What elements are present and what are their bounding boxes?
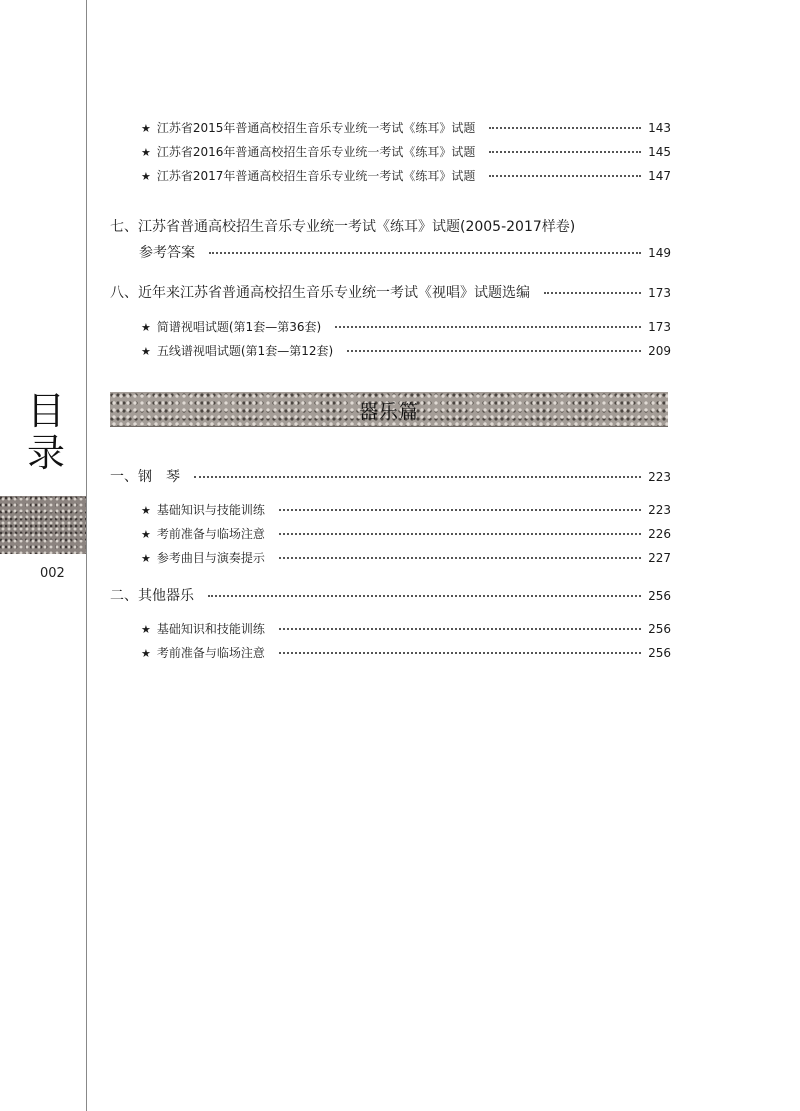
star-icon: ★ <box>141 504 151 517</box>
toc-entry[interactable] <box>141 620 671 637</box>
entry-title: 基础知识和技能训练 <box>156 622 265 636</box>
leader-dots <box>489 174 641 177</box>
leader-dots <box>279 532 641 535</box>
leader-dots <box>489 126 641 129</box>
entry-page: 223 <box>648 470 671 484</box>
toc-entry[interactable] <box>141 167 671 184</box>
leader-dots <box>279 556 641 559</box>
star-icon: ★ <box>141 623 151 636</box>
page-number: 002 <box>40 566 65 581</box>
section-banner-label: 器乐篇 <box>358 401 419 423</box>
toc-entry[interactable] <box>110 282 671 302</box>
entry-page: 145 <box>648 145 671 159</box>
toc-entry[interactable] <box>141 143 671 160</box>
toc-entry[interactable] <box>141 119 671 136</box>
other-instruments-title: 二、其他器乐 <box>110 588 194 604</box>
leader-dots <box>347 349 641 352</box>
entry-page: 227 <box>648 551 671 565</box>
entry-title: 简谱视唱试题(第1套—第36套) <box>156 320 322 334</box>
star-icon: ★ <box>141 647 151 660</box>
side-title-char: 目 <box>26 389 65 433</box>
toc-entry[interactable] <box>141 318 671 335</box>
star-icon: ★ <box>141 146 151 159</box>
toc-entry[interactable] <box>141 501 671 518</box>
star-icon: ★ <box>141 345 151 358</box>
entry-page: 223 <box>648 503 671 517</box>
entry-page: 147 <box>648 169 671 183</box>
section-8-title: 八、近年来江苏省普通高校招生音乐专业统一考试《视唱》试题选编 <box>110 285 530 301</box>
toc-entry[interactable] <box>110 466 671 486</box>
entry-page: 173 <box>648 320 671 334</box>
entry-title: 考前准备与临场注意 <box>156 527 265 541</box>
toc-entry[interactable] <box>141 342 671 359</box>
entry-title: 五线谱视唱试题(第1套—第12套) <box>156 344 334 358</box>
side-pattern-block <box>0 496 86 554</box>
toc-entry[interactable] <box>110 585 671 605</box>
entry-title: 参考答案 <box>139 245 195 261</box>
entry-page: 256 <box>648 646 671 660</box>
leader-dots <box>208 594 641 597</box>
entry-page: 226 <box>648 527 671 541</box>
toc-entry[interactable] <box>139 242 671 262</box>
star-icon: ★ <box>141 321 151 334</box>
piano-section-title: 一、钢 琴 <box>110 469 180 485</box>
toc-entry[interactable] <box>141 525 671 542</box>
leader-dots <box>194 475 641 478</box>
entry-page: 173 <box>648 286 671 300</box>
star-icon: ★ <box>141 170 151 183</box>
leader-dots <box>279 508 641 511</box>
leader-dots <box>489 150 641 153</box>
toc-entry[interactable] <box>141 549 671 566</box>
margin-rule <box>86 0 87 1111</box>
entry-title: 考前准备与临场注意 <box>156 646 265 660</box>
entry-page: 149 <box>648 246 671 260</box>
entry-page: 256 <box>648 589 671 603</box>
leader-dots <box>335 325 641 328</box>
star-icon: ★ <box>141 528 151 541</box>
star-icon: ★ <box>141 122 151 135</box>
leader-dots <box>209 251 641 254</box>
star-icon: ★ <box>141 552 151 565</box>
section-7-title[interactable]: 七、江苏省普通高校招生音乐专业统一考试《练耳》试题(2005-2017样卷) <box>110 219 576 235</box>
entry-title: 基础知识与技能训练 <box>156 503 265 517</box>
side-title <box>24 390 68 474</box>
leader-dots <box>544 291 641 294</box>
section-banner <box>110 392 668 427</box>
entry-page: 143 <box>648 121 671 135</box>
entry-page: 209 <box>648 344 671 358</box>
entry-title: 参考曲目与演奏提示 <box>156 551 265 565</box>
entry-title: 江苏省2015年普通高校招生音乐专业统一考试《练耳》试题 <box>156 121 476 135</box>
leader-dots <box>279 627 641 630</box>
leader-dots <box>279 651 641 654</box>
entry-title: 江苏省2017年普通高校招生音乐专业统一考试《练耳》试题 <box>156 169 476 183</box>
entry-page: 256 <box>648 622 671 636</box>
entry-title: 江苏省2016年普通高校招生音乐专业统一考试《练耳》试题 <box>156 145 476 159</box>
side-title-char: 录 <box>26 431 65 475</box>
toc-entry[interactable] <box>141 644 671 661</box>
